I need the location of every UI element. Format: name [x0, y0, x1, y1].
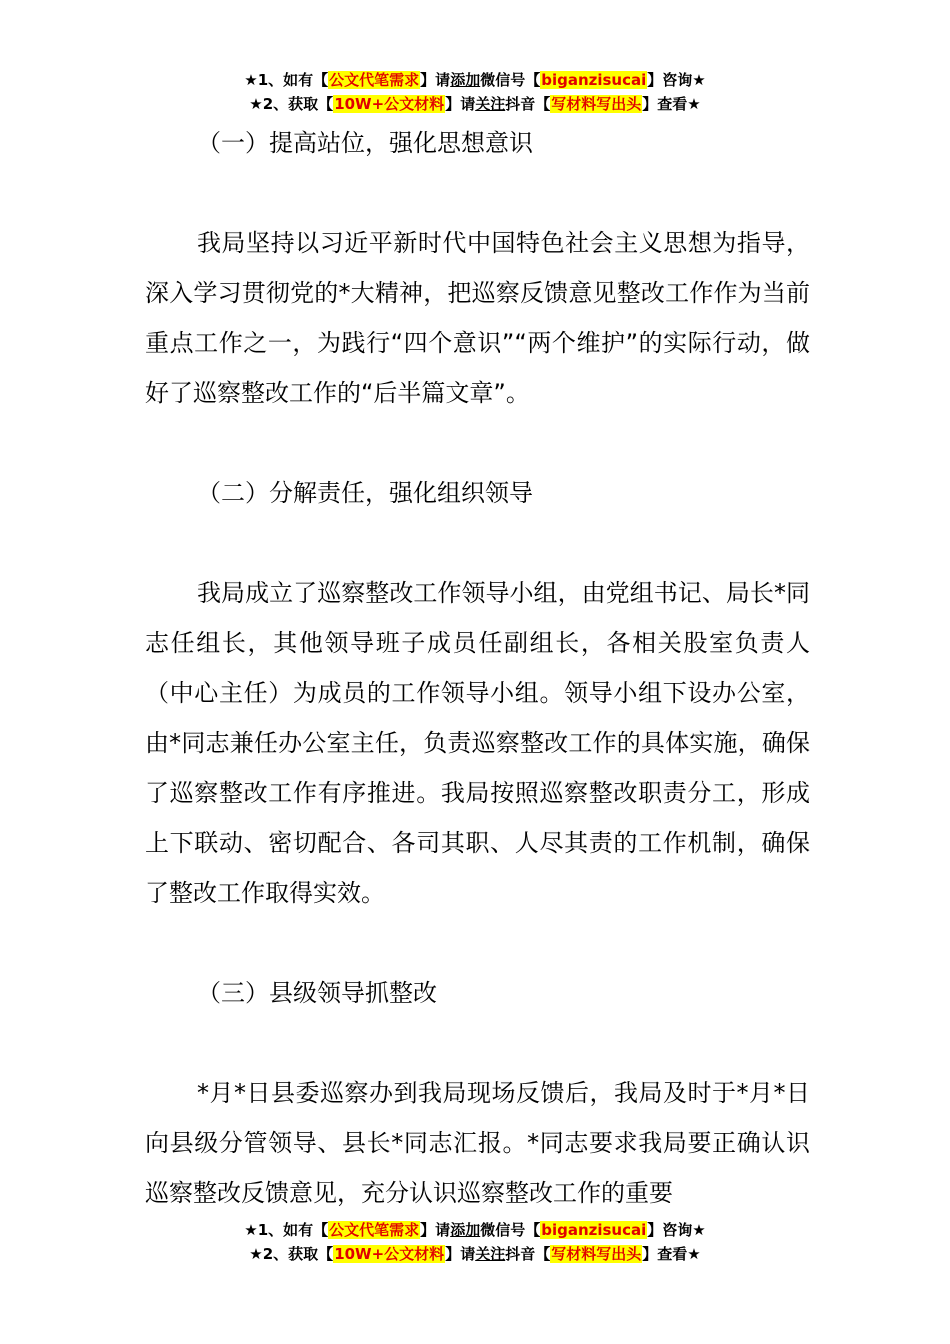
promo-text: ★1、如有【	[244, 71, 329, 89]
promo-text: 抖音【	[505, 95, 551, 113]
section-heading-2: （二）分解责任，强化组织领导	[197, 479, 533, 507]
promo-line-1	[0, 68, 950, 92]
promo-text: 微信号【	[480, 71, 541, 89]
promo-highlight: 10W+公文材料	[334, 1245, 445, 1263]
promo-text: 】请	[445, 95, 476, 113]
bottom-promo-banner	[0, 1218, 950, 1266]
paragraph-3: *月*日县委巡察办到我局现场反馈后，我局及时于*月*日向县级分管领导、县长*同志汇报。*同志要求我局要正确认识巡察整改反馈意见，充分认识巡察整改工作的重要	[145, 1079, 810, 1207]
promo-line-2	[0, 92, 950, 116]
paragraph-1: 我局坚持以习近平新时代中国特色社会主义思想为指导，深入学习贯彻党的*大精神，把巡察反馈意见整改工作作为当前重点工作之一，为践行“四个意识”“两个维护”的实际行动，做好了巡察整改工作的“后半篇文章”。	[145, 229, 810, 407]
promo-text: ★2、获取【	[249, 1245, 334, 1263]
promo-text: 】查看★	[642, 95, 701, 113]
promo-highlight: 写材料写出头	[551, 1245, 642, 1263]
promo-text: 】请	[420, 1221, 451, 1239]
promo-highlight: 写材料写出头	[551, 95, 642, 113]
promo-text: 微信号【	[480, 1221, 541, 1239]
promo-text: 】请	[420, 71, 451, 89]
section-heading-3: （三）县级领导抓整改	[197, 979, 437, 1007]
promo-underline: 添加	[450, 1221, 481, 1239]
document-body	[145, 118, 810, 1218]
promo-underline: 添加	[450, 71, 481, 89]
promo-text: 】咨询★	[647, 1221, 706, 1239]
promo-highlight: 公文代笔需求	[329, 71, 420, 89]
promo-underline: 关注	[475, 1245, 506, 1263]
promo-highlight: 10W+公文材料	[334, 95, 445, 113]
promo-text: 】请	[445, 1245, 476, 1263]
promo-text: ★2、获取【	[249, 95, 334, 113]
promo-text: 】咨询★	[647, 71, 706, 89]
top-promo-banner	[0, 68, 950, 116]
promo-line-2	[0, 1242, 950, 1266]
promo-highlight: 公文代笔需求	[329, 1221, 420, 1239]
promo-line-1	[0, 1218, 950, 1242]
paragraph-2: 我局成立了巡察整改工作领导小组，由党组书记、局长*同志任组长，其他领导班子成员任副组长，各相关股室负责人（中心主任）为成员的工作领导小组。领导小组下设办公室，由*同志兼任办公室主任，负责巡察整改工作的具体实施，确保了巡察整改工作有序推进。我局按照巡察整改职责分工，形成上下联动、密切配合、各司其职、人尽其责的工作机制，确保了整改工作取得实效。	[145, 579, 810, 907]
section-heading-1: （一）提高站位，强化思想意识	[197, 129, 533, 157]
promo-text: 抖音【	[505, 1245, 551, 1263]
promo-underline: 关注	[475, 95, 506, 113]
promo-highlight: biganzisucai	[541, 71, 647, 89]
promo-text: 】查看★	[642, 1245, 701, 1263]
promo-text: ★1、如有【	[244, 1221, 329, 1239]
promo-highlight: biganzisucai	[541, 1221, 647, 1239]
